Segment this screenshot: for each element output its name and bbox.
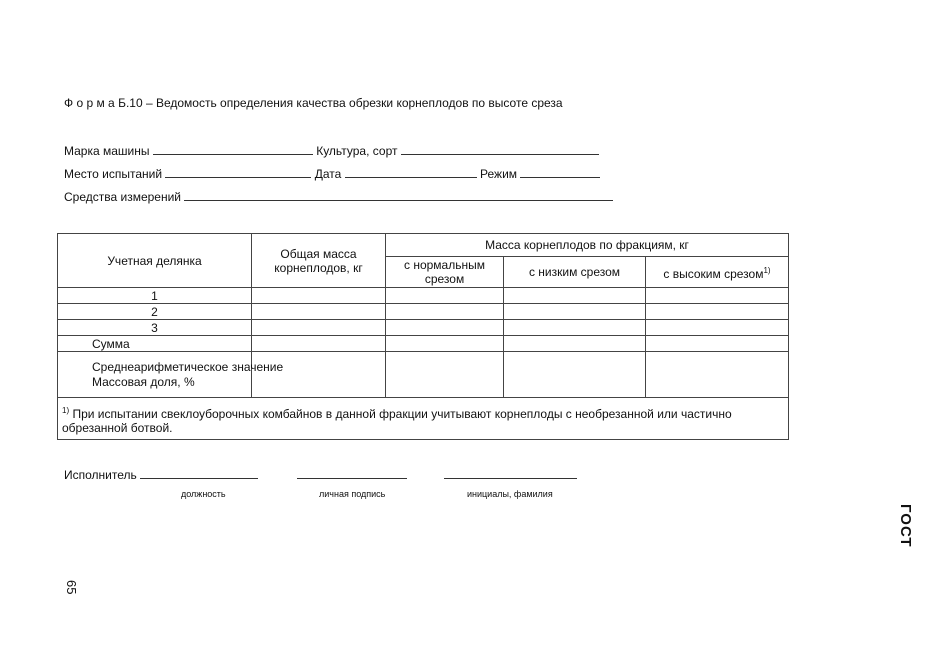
row-label: 1 (58, 288, 252, 304)
mode-label: Режим (480, 167, 518, 181)
place-label: Место испытаний (64, 167, 163, 181)
footnote-row (58, 398, 789, 440)
signature-input-wrap (297, 467, 407, 482)
form-title: Ф о р м а Б.10 – Ведомость определения качества обрезки корнеплодов по высоте среза (64, 96, 563, 110)
place-input-line (165, 166, 311, 178)
header-normal-cut: с нормальным срезом (386, 257, 504, 288)
table-row (58, 352, 789, 398)
header-fraction-group: Масса корнеплодов по фракциям, кг (386, 234, 789, 257)
position-input-line (140, 467, 258, 479)
name-input-wrap (444, 467, 577, 482)
date-input-line (345, 166, 477, 178)
date-label: Дата (314, 167, 342, 181)
instruments-input-line (184, 189, 613, 201)
machine-input-line (153, 143, 313, 155)
row-label: Сумма (58, 336, 252, 352)
header-total-mass: Общая масса корнеплодов, кг (252, 234, 386, 288)
quality-table (57, 233, 789, 440)
row-mean-label: Среднеарифметическое значение (92, 359, 284, 374)
table-row (58, 288, 789, 304)
place-date-mode-line (64, 166, 600, 181)
name-caption: инициалы, фамилия (467, 489, 553, 499)
header-row-1 (58, 234, 789, 257)
instruments-line (64, 189, 613, 204)
machine-label: Марка машины (64, 144, 150, 158)
header-low-cut: с низким срезом (504, 257, 646, 288)
machine-crop-line (64, 143, 599, 158)
mode-input-line (520, 166, 600, 178)
footnote-text: При испытании свеклоуборочных комбайнов в данной фракции учитывают корнеплоды с необрезанной или частично обрезанной ботвой. (62, 407, 732, 435)
crop-label: Культура, сорт (316, 144, 398, 158)
table-row (58, 336, 789, 352)
row-label-combined (58, 352, 284, 398)
name-input-line (444, 467, 577, 479)
signature-caption: личная подпись (319, 489, 386, 499)
row-label: 3 (58, 320, 252, 336)
table-footnote (58, 398, 789, 440)
header-high-cut: с высоким срезом$^{1)}$ (646, 257, 789, 288)
page-number: 65 (64, 580, 79, 595)
header-plot: Учетная делянка (58, 234, 252, 288)
row-label: 2 (58, 304, 252, 320)
crop-input-line (401, 143, 599, 155)
table-row (58, 304, 789, 320)
table-row (58, 320, 789, 336)
signature-input-line (297, 467, 407, 479)
row-share-label: Массовая доля, % (92, 374, 195, 389)
gost-side-label: ГОСТ (897, 504, 914, 548)
footnote-mark: 1) (62, 406, 70, 415)
executor-label: Исполнитель (64, 468, 137, 482)
instruments-label: Средства измерений (64, 190, 182, 204)
executor-line (64, 467, 258, 482)
position-caption: должность (181, 489, 226, 499)
